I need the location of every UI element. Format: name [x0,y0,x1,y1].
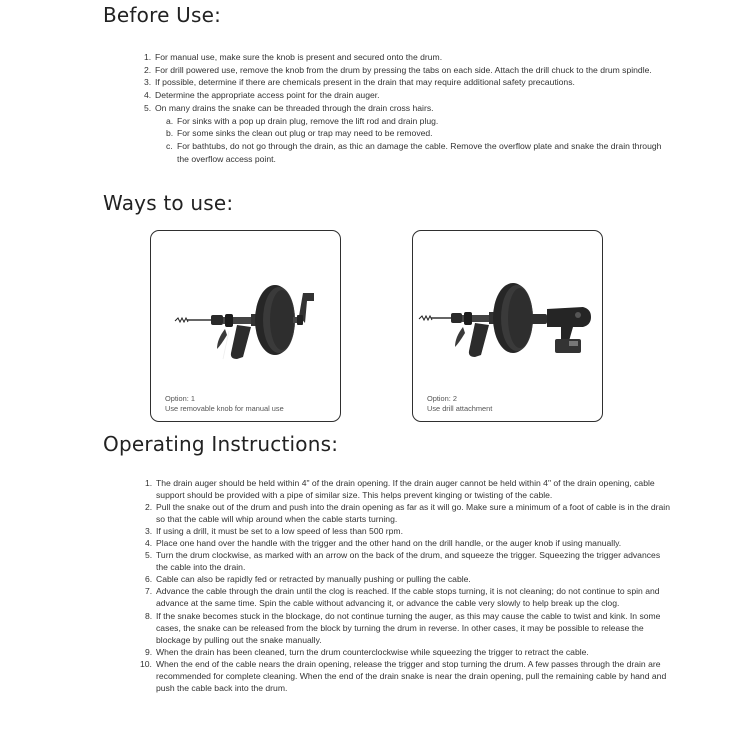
item-number: 7. [145,586,153,597]
sub-list-item [144,115,664,128]
list-item [145,585,670,609]
list-item [145,646,670,658]
list-item [145,573,670,585]
item-number: 2. [144,64,152,75]
option-2-description: Use drill attachment [427,404,493,413]
option-2-title: Option: 2 [427,394,457,403]
item-text: For bathtubs, do not go through the drain, as thic an damage the cable. Remove the overflow plate and snake the drain through the overflow access point. [177,140,662,164]
list-item [144,89,664,102]
cable-tip-icon [175,318,188,322]
item-text: Advance the cable through the drain until the clog is reached. If the cable stops turning, it is not cleaning; do not continue to spin and advance at the same time. Spin the cable without advancing it, or advance the cable very slowly to help break up the clog. [156,586,660,609]
item-text: If the snake becomes stuck in the blockage, do not continue turning the auger, as this may cause the cable to twist and kink. In some cases, the snake can be released from the block by turning the drum in reverse. In other cases, it may be possible to release the blockage by pulling out the snake manually. [156,610,661,645]
front-collar [451,313,462,323]
list-item [144,51,664,64]
item-letter: c. [166,140,173,151]
item-text: For sinks with a pop up drain plug, remove the lift rod and drain plug. [177,115,439,126]
before-use-heading: Before Use: [103,3,222,27]
list-item [144,64,664,77]
front-collar [211,315,223,325]
sub-list-item [144,140,664,165]
item-letter: a. [166,115,174,126]
list-item [145,549,670,573]
drill-body-icon [547,307,591,341]
item-number: 2. [145,502,153,513]
item-text: For some sinks the clean out plug or trap may need to be removed. [177,128,433,139]
item-number: 4. [144,90,152,101]
item-text: If using a drill, it must be set to a low speed of less than 500 rpm. [156,526,403,537]
list-item [145,525,670,537]
item-number: 1. [145,478,153,488]
sub-list-item [144,127,664,140]
list-item [144,102,664,115]
pistol-grip-icon [469,323,489,357]
before-use-list [144,51,664,165]
ways-to-use-heading: Ways to use: [103,191,234,215]
list-item [140,658,670,694]
operating-instructions-list [140,477,671,694]
item-text: Turn the drum clockwise, as marked with an arrow on the back of the drum, and squeeze the trigger. Squeezing the trigger advances the cable into the drain. [156,550,661,573]
item-number: 4. [145,538,153,549]
item-letter: b. [166,128,174,139]
item-number: 5. [144,102,152,113]
option-1-title: Option: 1 [165,394,195,403]
item-number: 6. [145,574,153,585]
item-number: 9. [145,646,153,657]
item-text: Determine the appropriate access point for the drain auger. [155,90,380,101]
option-1-description: Use removable knob for manual use [165,404,284,413]
pistol-grip-icon [231,325,251,359]
item-number: 3. [145,526,153,537]
drill-auger-illustration [413,231,602,421]
item-number: 10. [140,658,152,669]
item-text: Pull the snake out of the drum and push into the drain opening as far as it will go. Make sure a minimum of a foot of cable is in the drain so that the cable will whip around when the cable starts turning. [156,502,671,525]
manual-auger-illustration [151,231,340,421]
cable-tip-icon [419,316,432,320]
list-item [145,501,670,525]
item-text: When the drain has been cleaned, turn the drum counterclockwise while squeezing the trigger to retract the cable. [156,646,589,657]
item-text: When the end of the cable nears the drain opening, release the trigger and stop turning the drum. A few passes through the drain are recommended for complete cleaning. When the end of the drain snake is near the drain opening, pull the remaining cable by hand and push the cable back into the drum. [156,658,667,693]
option-2-card [412,230,603,422]
item-number: 8. [145,610,153,621]
item-text: For manual use, make sure the knob is present and secured onto the drum. [155,52,443,62]
operating-instructions-heading: Operating Instructions: [103,432,339,456]
item-text: The drain auger should be held within 4" of the drain opening. If the drain auger cannot be held within 4" of the drain opening, cable support should be provided with a pipe of similar size. This helps prevent kinging or twisting of the cable. [156,478,655,501]
list-item [145,610,670,646]
item-text: On many drains the snake can be threaded through the drain cross hairs. [155,102,434,113]
item-text: Cable can also be rapidly fed or retracted by manually pushing or pulling the cable. [156,574,471,585]
item-number: 1. [144,52,152,62]
item-text: If possible, determine if there are chemicals present in the drain that may require additional safety precautions. [155,77,575,88]
list-item [144,76,664,89]
trigger-collar [225,314,233,327]
item-number: 5. [145,550,153,561]
item-text: Place one hand over the handle with the trigger and the other hand on the drill handle, or the auger knob if using manually. [156,538,622,549]
list-item [145,477,670,501]
drill-chuck-icon [531,314,547,324]
trigger-icon [455,327,465,347]
option-1-card [150,230,341,422]
item-number: 3. [144,77,152,88]
list-item [145,537,670,549]
item-text: For drill powered use, remove the knob from the drum by pressing the tabs on each side. Attach the drill chuck to the drum spindle. [155,64,652,75]
